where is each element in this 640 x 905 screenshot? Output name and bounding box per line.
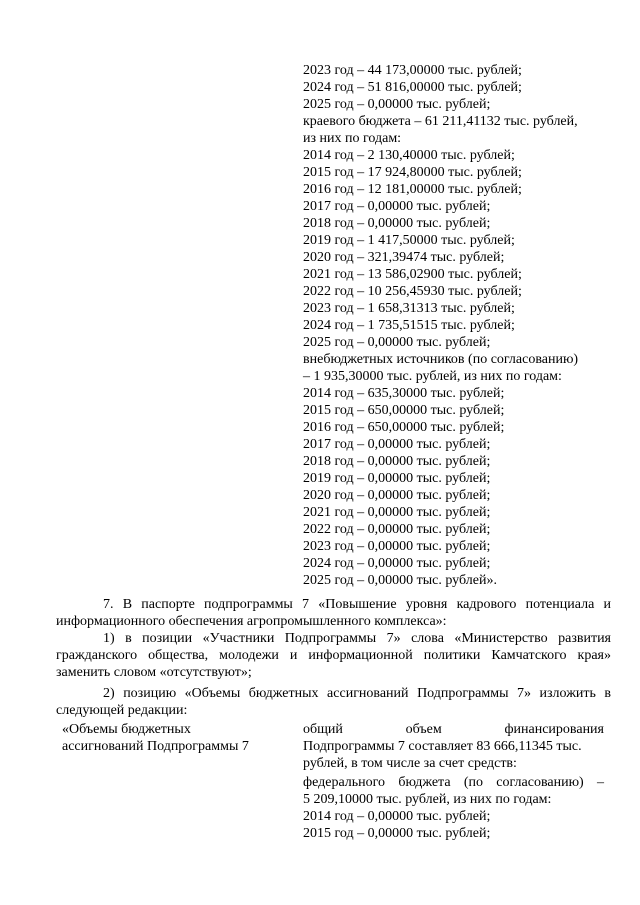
subitem-1-line: 1) в позиции «Участники Подпрограммы 7» слова «Министерство развития (103, 631, 611, 646)
table-left-cell: «Объемы бюджетных (62, 722, 191, 737)
list-line: 2016 год – 650,00000 тыс. рублей; (303, 420, 505, 435)
table-right-cell-line: общий объем финансирования (303, 722, 604, 737)
list-line: 2020 год – 321,39474 тыс. рублей; (303, 250, 505, 265)
list-line: 2023 год – 0,00000 тыс. рублей; (303, 539, 491, 554)
list-line: 2025 год – 0,00000 тыс. рублей; (303, 335, 491, 350)
list-line: – 1 935,30000 тыс. рублей, из них по годам: (303, 369, 562, 384)
list-line: 2014 год – 2 130,40000 тыс. рублей; (303, 148, 515, 163)
list-line: 2022 год – 0,00000 тыс. рублей; (303, 522, 491, 537)
table-right-cell-line: 2015 год – 0,00000 тыс. рублей; (303, 826, 491, 841)
list-line: краевого бюджета – 61 211,41132 тыс. рублей, (303, 114, 578, 129)
list-line: 2021 год – 13 586,02900 тыс. рублей; (303, 267, 522, 282)
list-line: 2015 год – 17 924,80000 тыс. рублей; (303, 165, 522, 180)
list-line: 2023 год – 44 173,00000 тыс. рублей; (303, 63, 522, 78)
list-line: 2017 год – 0,00000 тыс. рублей; (303, 199, 491, 214)
list-line: 2018 год – 0,00000 тыс. рублей; (303, 454, 491, 469)
table-right-cell-line: 2014 год – 0,00000 тыс. рублей; (303, 809, 491, 824)
table-left-cell: ассигнований Подпрограммы 7 (62, 739, 249, 754)
list-line: 2023 год – 1 658,31313 тыс. рублей; (303, 301, 515, 316)
list-line: 2021 год – 0,00000 тыс. рублей; (303, 505, 491, 520)
list-line: 2017 год – 0,00000 тыс. рублей; (303, 437, 491, 452)
list-line: 2024 год – 0,00000 тыс. рублей; (303, 556, 491, 571)
list-line: 2019 год – 1 417,50000 тыс. рублей; (303, 233, 515, 248)
table-right-cell-line: федерального бюджета (по согласованию) – (303, 775, 604, 790)
table-right-cell-line: 5 209,10000 тыс. рублей, из них по годам: (303, 792, 552, 807)
list-line: 2022 год – 10 256,45930 тыс. рублей; (303, 284, 522, 299)
table-right-cell-line: Подпрограммы 7 составляет 83 666,11345 тыс. (303, 739, 582, 754)
subitem-1-line: гражданского общества, молодежи и информационной политики Камчатского края» (56, 648, 611, 663)
subitem-2-line: следующей редакции: (56, 703, 188, 718)
list-line: 2014 год – 635,30000 тыс. рублей; (303, 386, 505, 401)
list-line: 2024 год – 51 816,00000 тыс. рублей; (303, 80, 522, 95)
list-line: 2016 год – 12 181,00000 тыс. рублей; (303, 182, 522, 197)
list-line: 2018 год – 0,00000 тыс. рублей; (303, 216, 491, 231)
list-line: 2024 год – 1 735,51515 тыс. рублей; (303, 318, 515, 333)
table-right-cell-line: рублей, в том числе за счет средств: (303, 756, 517, 771)
subitem-2-line: 2) позицию «Объемы бюджетных ассигнований Подпрограммы 7» изложить в (103, 686, 611, 701)
list-line: внебюджетных источников (по согласованию) (303, 352, 579, 367)
list-line: 2015 год – 650,00000 тыс. рублей; (303, 403, 505, 418)
list-line: из них по годам: (303, 131, 402, 146)
list-line: 2025 год – 0,00000 тыс. рублей; (303, 97, 491, 112)
list-line: 2019 год – 0,00000 тыс. рублей; (303, 471, 491, 486)
subitem-1-line: заменить словом «отсутствуют»; (56, 665, 252, 680)
paragraph-7-line: 7. В паспорте подпрограммы 7 «Повышение уровня кадрового потенциала и (103, 597, 611, 612)
list-line: 2020 год – 0,00000 тыс. рублей; (303, 488, 491, 503)
list-line: 2025 год – 0,00000 тыс. рублей». (303, 573, 497, 588)
paragraph-7-line: информационного обеспечения агропромышленного комплекса»: (56, 614, 447, 629)
